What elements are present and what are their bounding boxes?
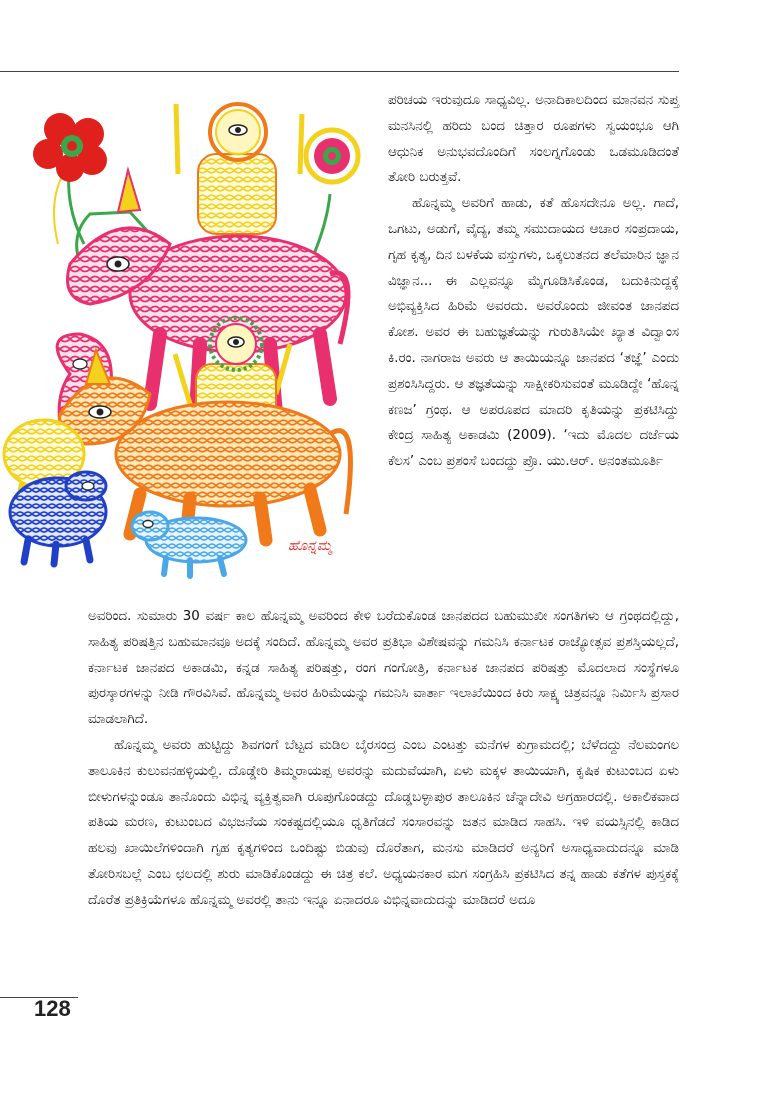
artist-signature: ಹೊನ್ನಮ್ಮ [288, 538, 333, 554]
paragraph: ಹೊನ್ನಮ್ಮ ಅವರಿಗೆ ಹಾಡು, ಕತೆ ಹೊಸದೇನೂ ಅಲ್ಲ. ಗಾದೆ, ಒಗಟು, ಅಡುಗೆ, ವೈದ್ಯ, ತಮ್ಮ ಸಮುದಾಯದ ಆಚಾರ ಸಂಪ್ರದಾಯ, ಗೃಹ ಕೃತ್ಯ, ದಿನ ಬಳಕೆಯ ವಸ್ತುಗಳು, ಒಕ್ಕಲುತನದ ತಲೆಮಾರಿನ ಜ್ಞಾನ ವಿಜ್ಞಾನ... ಈ ಎಲ್ಲವನ್ನೂ ಮೈಗೂಡಿಸಿಕೊಂಡ, ಬದುಕಿನುದ್ದಕ್ಕೆ ಅಭಿವ್ಯಕ್ತಿಸಿದ ಹಿರಿಮೆ ಅವರದು. ಅವರೊಂದು ಜೀವಂತ ಜಾನಪದ ಕೋಶ. ಅವರ ಈ ಬಹುಜ್ಞತೆಯನ್ನು ಗುರುತಿಸಿಯೇ ಖ್ಯಾತ ವಿದ್ವಾಂಸ ಕಿ.ರಂ. ನಾಗರಾಜ ಅವರು ಆ ತಾಯಿಯನ್ನೂ ಜಾನಪದ ‘ತಜ್ಞೆ’ ಎಂದು ಪ್ರಶಂಸಿಸಿದ್ದರು. ಆ ತಜ್ಞತೆಯನ್ನು ಸಾಕ್ಷೀಕರಿಸುವಂತೆ ಮೂಡಿದ್ದೇ ‘ಹೊನ್ನ ಕಣಜ’ ಗ್ರಂಥ. ಆ ಅಪರೂಪದ ಮಾದರಿ ಕೃತಿಯನ್ನು ಪ್ರಕಟಿಸಿದ್ದು ಕೇಂದ್ರ ಸಾಹಿತ್ಯ ಅಕಾಡಮಿ (2009). ‘ಇದು ಮೊದಲ ದರ್ಜೆಯ ಕೆಲಸ’ ಎಂಬ ಪ್ರಶಂಸೆ ಬಂದದ್ದು ಪ್ರೊ. ಯು.ಆರ್. ಅನಂತಮೂರ್ತಿ [388, 196, 679, 470]
header-rule [0, 71, 679, 72]
page-number: 128 [34, 996, 71, 1021]
paragraph: ಹೊನ್ನಮ್ಮ ಅವರು ಹುಟ್ಟಿದ್ದು ಶಿವಗಂಗೆ ಬೆಟ್ಟದ ಮಡಿಲ ಬೈರಸಂದ್ರ ಎಂಬ ಎಂಟತ್ತು ಮನೆಗಳ ಕುಗ್ರಾಮದಲ್ಲಿ; ಬೆಳೆದದ್ದು ನೆಲಮಂಗಲ ತಾಲೂಕಿನ ಕುಲುವನಹಳ್ಳಿಯಲ್ಲಿ. ದೊಡ್ಡೇರಿ ತಿಮ್ಮರಾಯಪ್ಪ ಅವರನ್ನು ಮದುವೆಯಾಗಿ, ಏಳು ಮಕ್ಕಳ ತಾಯಿಯಾಗಿ, ಕೃಷಿಕ ಕುಟುಂಬದ ಏಳು ಬೀಳುಗಳನ್ನುಂಡೂ ತಾನೊಂದು ವಿಭಿನ್ನ ವ್ಯಕ್ತಿತ್ವವಾಗಿ ರೂಪುಗೊಂಡದ್ದು ದೊಡ್ಡಬಳ್ಳಾಪುರ ತಾಲೂಕಿನ ಚೆನ್ನಾದೇವಿ ಅಗ್ರಹಾರದಲ್ಲಿ. ಅಕಾಲಿಕವಾದ ಪತಿಯ ಮರಣ, ಕುಟುಂಬದ ವಿಭಜನೆಯ ಸಂಕಷ್ಟದಲ್ಲಿಯೂ ಧೃತಿಗೆಡದೆ ಸಂಸಾರವನ್ನು ಜತನ ಮಾಡಿದ ಸಾಹಸಿ. ಇಳಿ ವಯಸ್ಸಿನಲ್ಲಿ ಕಾಡಿದ ಹಲವು ಖಾಯಿಲೆಗಳಿಂದಾಗಿ ಗೃಹ ಕೃತ್ಯಗಳಿಂದ ಒಂದಿಷ್ಟು ಬಿಡುವು ದೊರೆತಾಗ, ಮನಸು ಮಾಡಿದರೆ ಅನ್ಯರಿಗೆ ಅಸಾಧ್ಯವಾದುದನ್ನೂ ಮಾಡಿ ತೋರಿಸಬಲ್ಲೆ ಎಂಬ ಛಲದಲ್ಲಿ ಶುರು ಮಾಡಿಕೊಂಡದ್ದು ಈ ಚಿತ್ರ ಕಲೆ. ಅಧ್ಯಯನಕಾರ ಮಗ ಸಂಗ್ರಹಿಸಿ ಪ್ರಕಟಿಸಿದ ತನ್ನ ಹಾಡು ಕತೆಗಳ ಪುಸ್ತಕಕ್ಕೆ ದೊರೆತ ಪ್ರತಿಕ್ರಿಯೆಗಳೂ ಹೊನ್ನಮ್ಮ ಅವರಲ್ಲಿ ತಾನು ಇನ್ನೂ ಏನಾದರೂ ವಿಭಿನ್ನವಾದುದನ್ನು ಮಾಡಿದರೆ ಅದೂ [88, 737, 679, 908]
folk-art-painting [0, 94, 372, 586]
text-column-right [388, 88, 679, 475]
red-flower-motif [33, 113, 107, 244]
upper-yellow-figure [176, 104, 302, 234]
light-blue-animal [132, 512, 246, 576]
paragraph: ಅವರಿಂದ. ಸುಮಾರು 30 ವರ್ಷ ಕಾಲ ಹೊನ್ನಮ್ಮ ಅವರಿಂದ ಕೇಳಿ ಬರೆದುಕೊಂಡ ಜಾನಪದದ ಬಹುಮುಖೀ ಸಂಗತಿಗಳು ಆ ಗ್ರಂಥದಲ್ಲಿದ್ದು, ಸಾಹಿತ್ಯ ಪರಿಷತ್ತಿನ ಬಹುಮಾನವೂ ಅದಕ್ಕೆ ಸಂದಿದೆ. ಹೊನ್ನಮ್ಮ ಅವರ ಪ್ರತಿಭಾ ವಿಶೇಷವನ್ನು ಗಮನಿಸಿ ಕರ್ನಾಟಕ ರಾಜ್ಯೋತ್ಸವ ಪ್ರಶಸ್ತಿಯಲ್ಲದೆ, ಕರ್ನಾಟಕ ಜಾನಪದ ಅಕಾಡಮಿ, ಕನ್ನಡ ಸಾಹಿತ್ಯ ಪರಿಷತ್ತು, ರಂಗ ಗಂಗೋತ್ರಿ, ಕರ್ನಾಟಕ ಜಾನಪದ ಪರಿಷತ್ತು ಮೊದಲಾದ ಸಂಸ್ಥೆಗಳೂ ಪುರಸ್ಕಾರಗಳನ್ನು ನೀಡಿ ಗೌರವಿಸಿವೆ. ಹೊನ್ನಮ್ಮ ಅವರ ಹಿರಿಮೆಯನ್ನು ಗಮನಿಸಿ ವಾರ್ತಾ ಇಲಾಖೆಯಿಂದ ಕಿರು ಸಾಕ್ಷ್ಯ ಚಿತ್ರವನ್ನೂ ನಿರ್ಮಿಸಿ ಪ್ರಸಾರ ಮಾಡಲಾಗಿದೆ. [88, 609, 679, 728]
paragraph: ಪರಿಚಯ ಇರುವುದೂ ಸಾಧ್ಯವಿಲ್ಲ. ಅನಾದಿಕಾಲದಿಂದ ಮಾನವನ ಸುಪ್ತ ಮನಸಿನಲ್ಲಿ ಹರಿದು ಬಂದ ಚಿತ್ತಾರ ರೂಪಗಳು ಸ್ವಯಂಭೂ ಆಗಿ ಆಧುನಿಕ ಅನುಭವದೊಂದಿಗೆ ಸಂಲಗ್ನಗೊಂಡು ಒಡಮೂಡಿದಂತೆ ತೋರಿ ಬರುತ್ತವೆ. [388, 93, 679, 186]
text-body-full-width [88, 604, 679, 914]
